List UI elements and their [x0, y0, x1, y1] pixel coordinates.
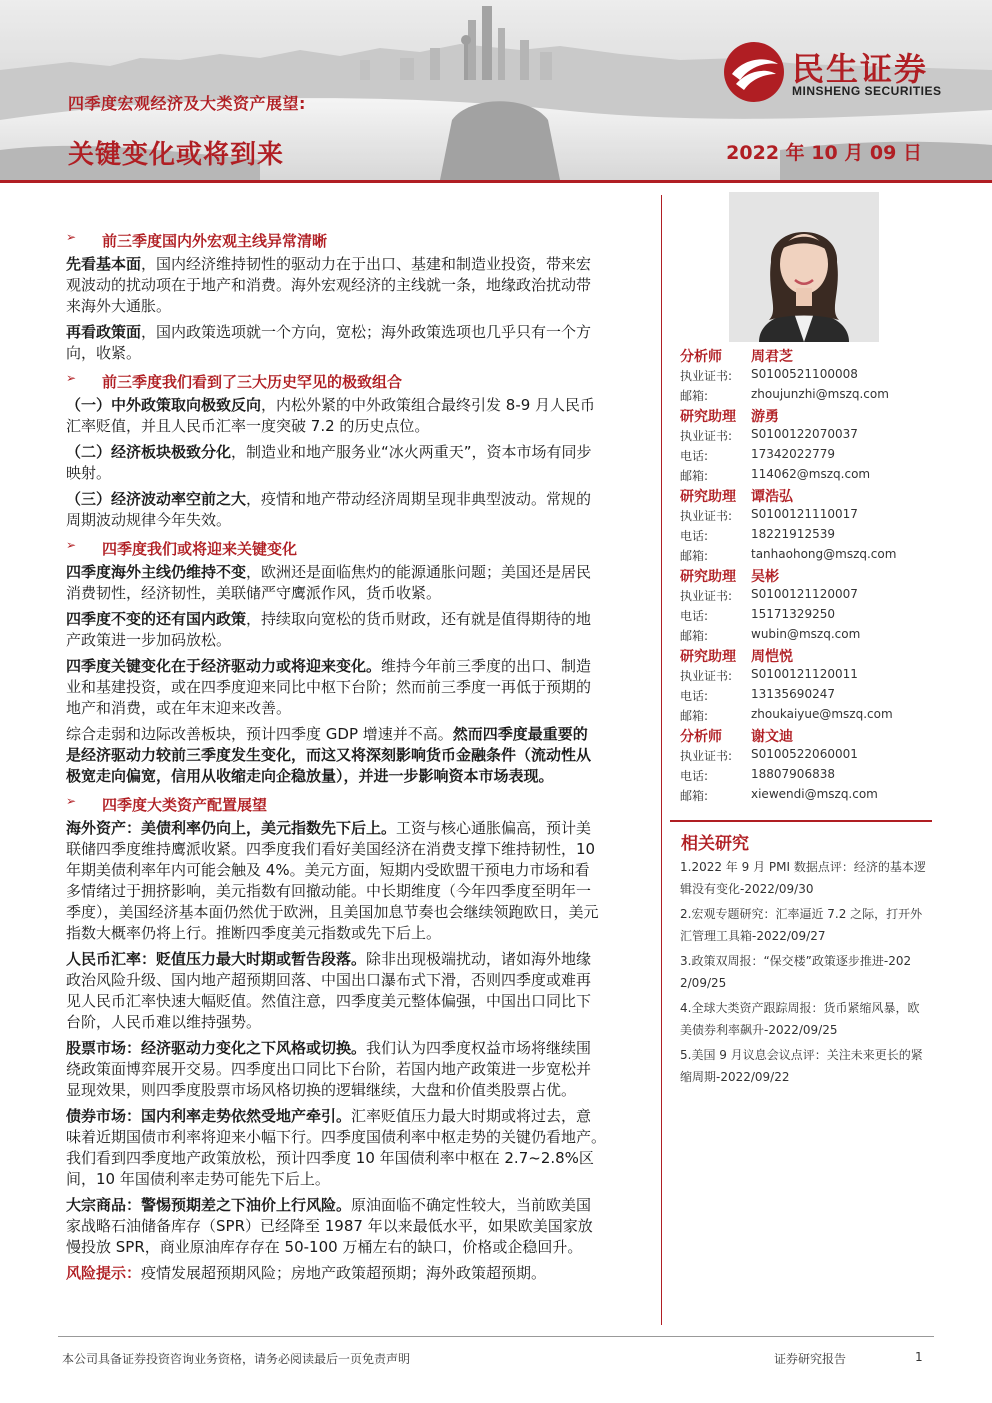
- paragraph: 再看政策面，国内政策选项就一个方向，宽松；海外政策选项也几乎只有一个方 向，收紧。: [66, 323, 592, 362]
- related-research-title: 相关研究: [681, 834, 749, 854]
- analyst-cert-row: 执业证书: S0100121120007: [680, 587, 858, 603]
- footer-divider: [58, 1336, 934, 1337]
- paragraph: 债券市场：国内利率走势依然受地产牵引。汇率贬值压力最大时期或将过去，意 味着近期国债市利率将迎来小幅下行。四季度国债利率中枢走势的关键仍看地产。 我们看到四季度地产政策放松，预计四季度 10 年国债利率中枢在 2.7~2.8%区 间，10 年国债利率走势可能先下后上。: [66, 1107, 607, 1188]
- analyst-email-row: 邮箱: tanhaohong@mszq.com: [680, 547, 897, 563]
- report-title: 关键变化或将到来: [68, 140, 285, 170]
- arrow-bullet-icon: ➢: [66, 794, 77, 808]
- report-subtitle: 四季度宏观经济及大类资产展望:: [68, 94, 306, 113]
- section-heading: ➢ 四季度我们或将迎来关键变化: [66, 538, 298, 558]
- related-research-item[interactable]: 3.政策双周报：“保交楼”政策逐步推进-202 2/09/25: [680, 954, 912, 990]
- paragraph: 海外资产：美债利率仍向上，美元指数先下后上。工资与核心通胀偏高，预计美 联储四季度维持鹰派收紧。四季度我们看好美国经济在消费支撑下维持韧性，10 年期美债利率年内可能会触及 4%。美元方面，短期内受欧盟干预电力市场和看 多情绪过于拥挤影响，美元指数有回撤动能。中长期维度（今年四季度至明年一 季度），美国经济基本面仍然优于欧洲，且美国加息节奏也会继续领跑欧日，美元 指数大概率仍将上行。推断四季度美元指数或先下后上。: [66, 819, 599, 942]
- paragraph: 人民币汇率：贬值压力最大时期或暂告段落。除非出现极端扰动，诸如海外地缘 政治风险升级、国内地产超预期回落、中国出口瀑布式下滑，否则四季度或难再 见人民币汇率快速大幅贬值。然值注意，四季度美元整体偏强，中国出口同比下 台阶，人民币难以维持强势。: [66, 950, 592, 1031]
- analyst-email-row: 邮箱: zhoukaiyue@mszq.com: [680, 707, 893, 723]
- analyst-cert-row: 执业证书: S0100122070037: [680, 427, 858, 443]
- summary-column: [66, 226, 649, 1282]
- analyst-email-row: 邮箱: xiewendi@mszq.com: [680, 787, 878, 803]
- analyst-name-row: 研究助理 周恺悦: [680, 649, 793, 665]
- analyst-photo: [729, 192, 879, 342]
- section-heading: ➢ 四季度大类资产配置展望: [66, 794, 268, 814]
- analyst-email-link[interactable]: tanhaohong@mszq.com: [751, 547, 897, 561]
- analyst-phone-row: 电话: 13135690247: [680, 687, 835, 703]
- related-research-list: [680, 856, 932, 1091]
- related-divider: [670, 820, 932, 822]
- analyst-name-row: 分析师 周君芝: [680, 349, 793, 365]
- footer-report-type: 证券研究报告: [774, 1352, 847, 1366]
- analyst-name-row: 研究助理 游勇: [680, 409, 779, 425]
- company-logo: [722, 38, 972, 106]
- analyst-phone-row: 电话: 18221912539: [680, 527, 835, 543]
- section-heading: ➢ 前三季度国内外宏观主线异常清晰: [66, 230, 328, 250]
- analyst-email-link[interactable]: 114062@mszq.com: [751, 467, 871, 481]
- analyst-phone-row: 电话: 18807906838: [680, 767, 835, 783]
- analyst-cert-row: 执业证书: S0100121110017: [680, 507, 858, 523]
- section-heading: ➢ 前三季度我们看到了三大历史罕见的极致组合: [66, 371, 403, 391]
- analyst-email-row: 邮箱: wubin@mszq.com: [680, 627, 861, 643]
- paragraph: 先看基本面，国内经济维持韧性的驱动力在于出口、基建和制造业投资，带来宏 观波动的扰动项在于地产和消费。海外宏观经济的主线就一条，地缘政治扰动带 来海外大通胀。: [66, 255, 592, 315]
- arrow-bullet-icon: ➢: [66, 538, 77, 552]
- paragraph: 四季度关键变化在于经济驱动力或将迎来变化。维持今年前三季度的出口、制造 业和基建投资，或在四季度迎来同比中枢下台阶；然而前三季度一再低于预期的 地产和消费，或在年末迎来改善。: [66, 657, 592, 717]
- logo-text-en: MINSHENG SECURITIES: [792, 84, 942, 98]
- paragraph: （三）经济波动率空前之大，疫情和地产带动经济周期呈现非典型波动。常规的 周期波动规律今年失效。: [66, 490, 592, 529]
- analyst-phone-row: 电话: 17342022779: [680, 447, 835, 463]
- analyst-cert-row: 执业证书: S0100121120011: [680, 667, 858, 683]
- footer-disclaimer: 本公司具备证券投资咨询业务资格，请务必阅读最后一页免责声明: [62, 1352, 411, 1366]
- logo-text-cn: 民生证券: [792, 50, 929, 88]
- related-research-item[interactable]: 2.宏观专题研究：汇率逼近 7.2 之际，打开外 汇管理工具箱-2022/09/27: [680, 907, 923, 943]
- paragraph: 四季度海外主线仍维持不变，欧洲还是面临焦灼的能源通胀问题；美国还是居民 消费韧性，经济韧性，美联储严守鹰派作风，货币收紧。: [66, 563, 592, 602]
- paragraph: （一）中外政策取向极致反向，内松外紧的中外政策组合最终引发 8-9 月人民币 汇率贬值，并且人民币汇率一度突破 7.2 的历史点位。: [66, 396, 596, 435]
- summary-paragraph: 综合走弱和边际改善板块，预计四季度 GDP 增速并不高。然而四季度最重要的 是经济驱动力较前三季度发生变化，而这又将深刻影响货币金融条件（流动性从 极宽走向偏宽，信用从收缩走向企稳放量），并进一步影响资本市场表现。: [66, 725, 592, 785]
- page-number: 1: [915, 1350, 923, 1364]
- arrow-bullet-icon: ➢: [66, 230, 77, 244]
- arrow-bullet-icon: ➢: [66, 371, 77, 385]
- analyst-name-row: 分析师 谢文迪: [680, 729, 793, 745]
- risk-warning: 风险提示：疫情发展超预期风险；房地产政策超预期；海外政策超预期。: [66, 1264, 547, 1282]
- analyst-email-link[interactable]: zhoujunzhi@mszq.com: [751, 387, 889, 401]
- analyst-email-link[interactable]: zhoukaiyue@mszq.com: [751, 707, 893, 721]
- analyst-name-row: 研究助理 谭浩弘: [680, 489, 793, 505]
- analyst-email-row: 邮箱: zhoujunzhi@mszq.com: [680, 387, 889, 403]
- minsheng-logo-icon: [722, 40, 786, 104]
- analyst-cert-row: 执业证书: S0100522060001: [680, 747, 858, 763]
- header-divider: [0, 180, 992, 183]
- column-divider: [661, 195, 662, 1325]
- analyst-cert-row: 执业证书: S0100521100008: [680, 367, 858, 383]
- paragraph: 四季度不变的还有国内政策，持续取向宽松的货币财政，还有就是值得期待的地 产政策进一步加码放松。: [66, 610, 592, 649]
- paragraph: 股票市场：经济驱动力变化之下风格或切换。我们认为四季度权益市场将继续围 绕政策面博弈展开交易。四季度出口同比下台阶，若国内地产政策进一步宽松并 显现效果，则四季度股票市场风格切换的逻辑继续，大盘和价值类股票占优。: [66, 1039, 592, 1099]
- analyst-email-link[interactable]: wubin@mszq.com: [751, 627, 861, 641]
- analyst-phone-row: 电话: 15171329250: [680, 607, 835, 623]
- related-research-item[interactable]: 5.美国 9 月议息会议点评：关注未来更长的紧 缩周期-2022/09/22: [680, 1048, 923, 1084]
- paragraph: （二）经济板块极致分化，制造业和地产服务业“冰火两重天”，资本市场有同步 映射。: [66, 443, 592, 482]
- related-research-item[interactable]: 4.全球大类资产跟踪周报：货币紧缩风暴，欧 美债券利率飙升-2022/09/25: [680, 1001, 920, 1037]
- related-research-item[interactable]: 1.2022 年 9 月 PMI 数据点评：经济的基本逻 辑没有变化-2022/09/30: [680, 860, 926, 896]
- analyst-list: [680, 344, 930, 804]
- report-date: 2022 年 10 月 09 日: [726, 142, 922, 164]
- analyst-email-link[interactable]: xiewendi@mszq.com: [751, 787, 878, 801]
- header-banner: [0, 0, 992, 180]
- analyst-email-row: 邮箱: 114062@mszq.com: [680, 467, 871, 483]
- paragraph: 大宗商品：警惕预期差之下油价上行风险。原油面临不确定性较大，当前欧美国 家战略石油储备库存（SPR）已经降至 1987 年以来最低水平，如果欧美国家放 慢投放 SPR，商业原油库存存在 50-100 万桶左右的缺口，价格或企稳回升。: [66, 1196, 593, 1256]
- analyst-name-row: 研究助理 吴彬: [680, 569, 779, 585]
- analyst-portrait-image: [729, 192, 879, 342]
